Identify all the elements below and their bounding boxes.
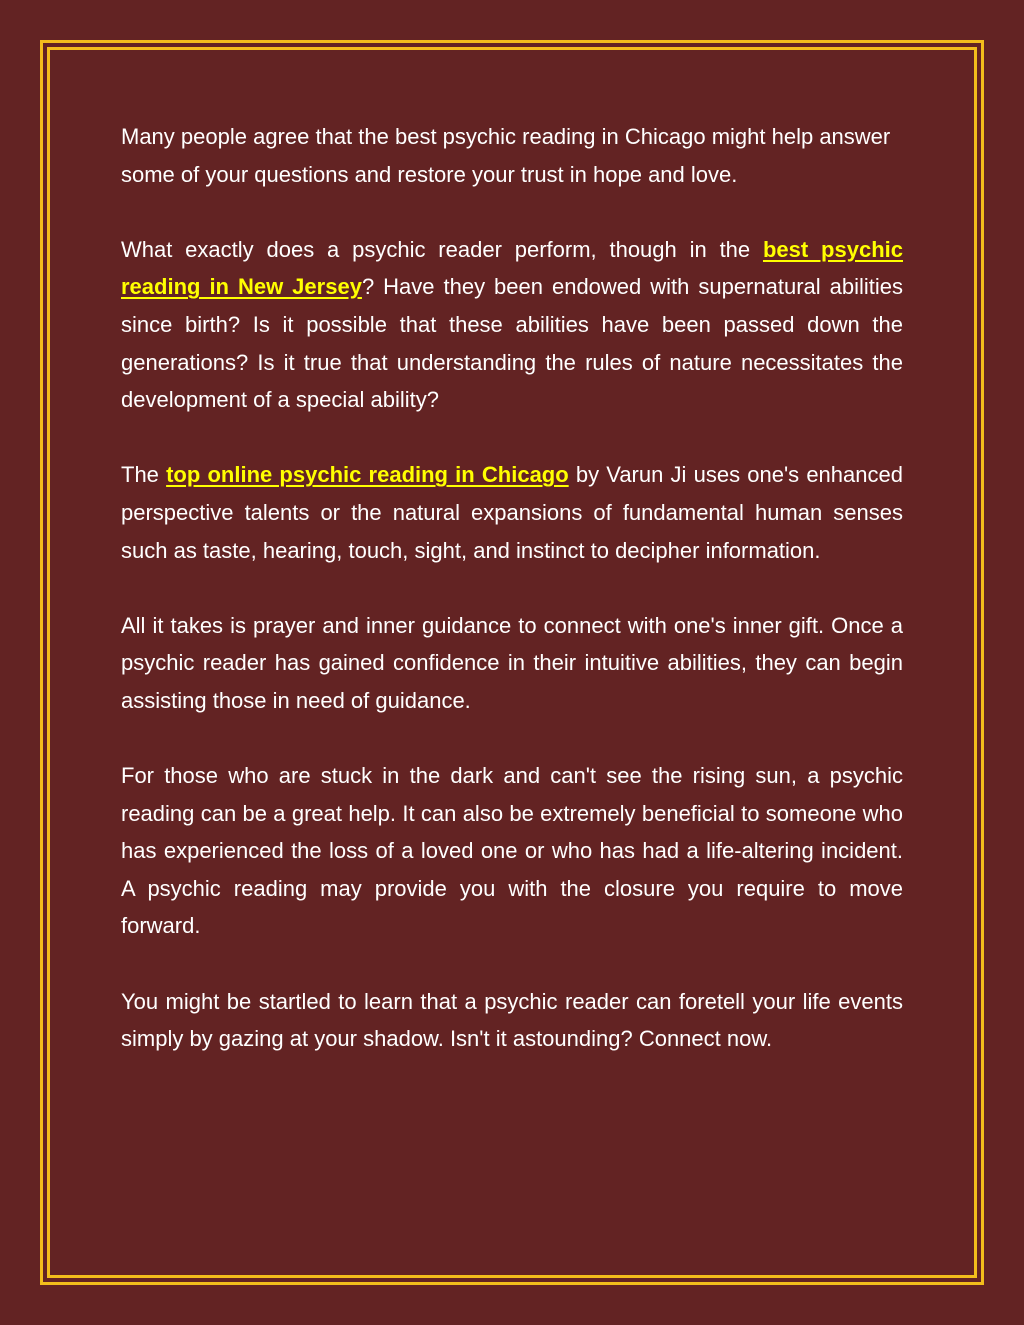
link-top-online-psychic-reading-chicago[interactable]: top online psychic reading in Chicago: [166, 462, 569, 488]
paragraph-inner-gift: All it takes is prayer and inner guidance to connect with one's inner gift. Once a psychic reader has gained confidence in their intuitive abilities, they can begin assisting those in need of guidance.: [121, 612, 903, 713]
paragraph-text: by Varun Ji uses one's enhanced perspective talents or the natural expansions of fundamental human senses such as taste, hearing, touch, sight, and instinct to decipher information.: [121, 462, 903, 563]
paragraph-text: ? Have they been endowed with supernatural abilities since birth? Is it possible that these abilities have been passed down the generations? Is it true that understanding the rules of nature necessitates the development of a special ability?: [121, 274, 904, 413]
paragraph-rising-sun: For those who are stuck in the dark and can't see the rising sun, a psychic reading can be a great help. It can also be extremely beneficial to someone who has experienced the loss of a loved one or who has had a life-altering incident. A psychic reading may provide you with the closure you require to move forward.: [121, 763, 903, 939]
paragraph-psychic-reader-question: [121, 231, 903, 419]
paragraph-varun-ji: [121, 456, 903, 569]
link-best-psychic-reading-new-jersey[interactable]: best psychic reading in New Jersey: [121, 236, 903, 300]
article-body: [121, 118, 903, 1095]
paragraph-intro: Many people agree that the best psychic reading in Chicago might help answer some of your questions and restore your trust in hope and love.: [121, 124, 891, 187]
paragraph-text: What exactly does a psychic reader perform, though in the: [121, 236, 763, 262]
paragraph-connect-now: You might be startled to learn that a psychic reader can foretell your life events simply by gazing at your shadow. Isn't it astounding? Connect now.: [121, 988, 903, 1052]
paragraph-text: The: [121, 462, 167, 488]
